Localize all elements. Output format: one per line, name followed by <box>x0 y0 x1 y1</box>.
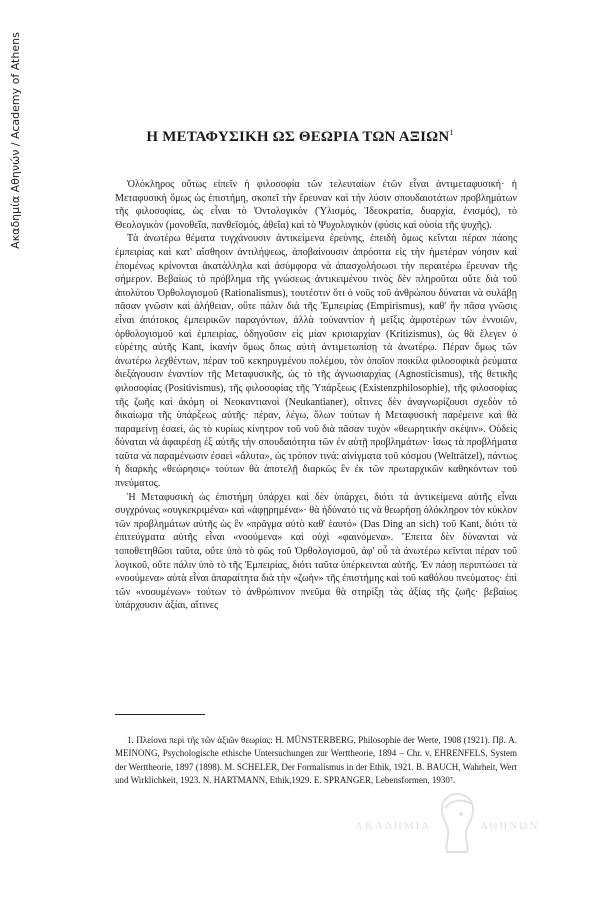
title-footnote-marker[interactable]: 1 <box>449 128 454 137</box>
paragraph-1: Ὁλόκληρος οὕτως εἰπεῖν ἡ φιλοσοφία τῶν τελευταίων ἐτῶν εἶναι ἀντιμεταφυσική· ἡ Μεταφυσικὴ ὅμως ὡς ἐπιστήμη, σκοπεῖ τὴν ἔρευναν καὶ τὴν λύσιν σπουδαιοτάτων προβλημάτων τῆς φιλοσοφίας, ὡς εἶναι τὸ Ὀντολογικὸν (Ὑλισμός, Ἰδεοκρατία, δυαρχία, ἑνισμός), τὸ Θεολογικὸν (μονοθεΐα, πανθεϊσμός, ἀθεΐα) καὶ τὸ Ψυχολογικὸν (φύσις καὶ οὐσία τῆς ψυχῆς). <box>115 179 517 231</box>
body-text <box>115 178 517 613</box>
academy-watermark <box>355 790 545 865</box>
watermark-text-left: ΑΚΑΔΗΜΙΑ <box>355 820 432 832</box>
watermark-text-right: ΑΘΗΝΩΝ <box>480 820 540 832</box>
athena-head-icon <box>435 790 480 860</box>
side-label-text: Ακαδημία Αθηνών / Academy of Athens <box>8 31 22 249</box>
page-title <box>0 128 600 146</box>
paragraph-2: Τὰ ἀνωτέρω θέματα τυγχάνουσιν ἀντικείμενα ἐρεύνης, ἐπειδὴ ὅμως κεῖνται πέραν πάσης ἐμπειρίας καὶ κατ' αἴσθησιν ἀντιλήψεως, ἀποβαίνουσιν ἀπρόσιτα εἰς τὴν ἡμετέραν νόησιν καὶ ἑπομένως κρίνονται ἀκατάλληλα καὶ ἀσύμφορα νὰ ἀπασχολήσωσι τὴν περαιτέρω ἔρευναν τῆς σήμερον. Βεβαίως τὸ πρόβλημα τῆς γνώσεως ἀντικειμένου τινὸς δὲν πληροῦται οὔτε διὰ τοῦ ἀπολύτου Ὀρθολογισμοῦ (Rationalismus), τουτέστιν ὅτι ὁ νοῦς τοῦ ἀνθρώπου δύναται νὰ συλάβῃ πᾶσαν γνῶσιν καὶ ἀλήθειαν, οὔτε πάλιν διὰ τῆς Ἐμπειρίας (Empirismus), καθ' ἣν πᾶσα γνῶσις εἶναι ἀπότοκος ἐμπειρικῶν παραγόντων, ἀλλὰ τοὐναντίον ἡ μεῖξις ἀμφοτέρων τῶν ἐννοιῶν, ὀρθολογισμοῦ καὶ ἐμπειρίας, ὁδηγοῦσιν εἰς μίαν κρισιαρχίαν (Kritizismus), ὡς θὰ ἔλεγεν ὁ εὑρέτης αὐτῆς Kant, ἱκανὴν ὅμως ὅπως αὐτὴ ἀντιμετωπίσῃ τὰ ἀνωτέρω. Πέραν ὅμως τῶν ἀνωτέρω λεχθέντων, πέραν τοῦ κεκηρυγμένου πολέμου, τὸν ὁποῖον ποικίλα φιλοσοφικὰ ῥεύματα διεξάγουσιν ἐναντίον τῆς Μεταφυσικῆς, ὡς τὸ τῆς ἀγνωσιαρχίας (Agnosticismus), τῆς θετικῆς φιλοσοφίας (Positivismus), τῆς φιλοσοφίας τῆς Ὑπάρξεως (Existenzphilosophie), τῆς φιλοσοφίας τῆς ζωῆς καὶ ἀκόμη οἱ Νεοκαντιανοὶ (Neukantianer), οἵτινες δὲν ἀναγνωρίζουσι σχεδὸν τὸ δικαίωμα τῆς ὑπάρξεως αὐτῆς· πέραν, λέγω, ὅλων τούτων ἡ Μεταφυσικὴ παρέμεινε καὶ θὰ παραμείνῃ ἐσαεί, ὡς τὸ κυρίως κίνητρον τοῦ νοῦ διὰ πᾶσαν τυχὸν «θεωρητικὴν σκέψιν». Οὐδεὶς δύναται νὰ ἀφαιρέσῃ ἐξ αὐτῆς τὴν σπουδαιότητα τῶν ἐν αὐτῇ προβλημάτων· ἴσως τὰ προβλήματα ταῦτα νὰ παραμένωσιν ἐσαεὶ «ἄλυτα», ὡς τρόπον τινά: αἰνίγματα τοῦ κόσμου (Welträtzel), πάντως ἡ διαρκὴς «θεώρησις» τούτων θὰ ἀποτελῇ διαρκῶς ἓν ἐκ τῶν πρωταρχικῶν καθηκόντων τοῦ πνεύματος. <box>115 233 517 490</box>
paragraph-3: Ἡ Μεταφυσικὴ ὡς ἐπιστήμη ὑπάρχει καὶ δὲν ὑπάρχει, διότι τὰ ἀντικείμενα αὐτῆς εἶναι συγχρόνως «συγκεκριμένα» καὶ «ἀφῃρημένα»· θὰ ἠδύνατό τις νὰ θεωρήσῃ ὁλόκληρον τὸν κύκλον τῶν προβλημάτων αὐτῆς ὡς ἓν «πρᾶγμα αὐτὸ καθ' ἑαυτό» (Das Ding an sich) τοῦ Kant, διότι τὰ ἐπιτεύγματα αὐτῆς εἶναι «νοούμενα» καὶ οὐχὶ «φαινόμενα». Ἔπειτα δὲν δύνανται νὰ τοποθετηθῶσι ταῦτα, οὔτε ὑπὸ τὸ φῶς τοῦ Ὀρθολογισμοῦ, ἀφ' οὗ τὰ ἀνωτέρω κεῖνται πέραν τοῦ λογικοῦ, οὔτε πάλιν ὑπὸ τὸ τῆς Ἐμπειρίας, διότι ταῦτα ὑπέρκεινται αὐτῆς. Ἐν πάσῃ περιπτώσει τὰ «νοούμενα» αὐτὰ εἶναι ἀπαραίτητα διὰ τὴν «ζωὴν» τῆς ἐπιστήμης καὶ τοῦ καθόλου πνεύματος· ἐπὶ τῶν «νοουμένων» τούτων τὸ ἀνθρώπινον πνεῦμα θὰ στηρίξῃ τὰς ἀξίας τῆς ζωῆς· βεβαίως ὑπάρχουσιν ἀξίαι, αἵτινες <box>115 491 517 612</box>
page-title-text: Η ΜΕΤΑΦΥΣΙΚΗ ΩΣ ΘΕΩΡΙΑ ΤΩΝ ΑΞΙΩΝ <box>146 129 450 145</box>
footnote: 1. Πλείονα περὶ τῆς τῶν ἀξιῶν θεωρίας: H. MÜNSTERBERG, Philosophie der Werte, 1908 (1921). Πβ. A. MEINONG, Psychologische ethische Untersuchungen zur Werttheorie, 1894 – Chr. v. EHRENFELS, System der Werttheorie, 1897 (1898). M. SCHELER, Der Formalismus in der Ethik, 1921. B. BAUCH, Wahrheit, Wert und Wirklichkeit, 1923. N. HARTMANN, Ethik,1929. E. SPRANGER, Lebensformen, 1930⁷. <box>115 735 517 785</box>
footnote-divider <box>115 714 205 715</box>
